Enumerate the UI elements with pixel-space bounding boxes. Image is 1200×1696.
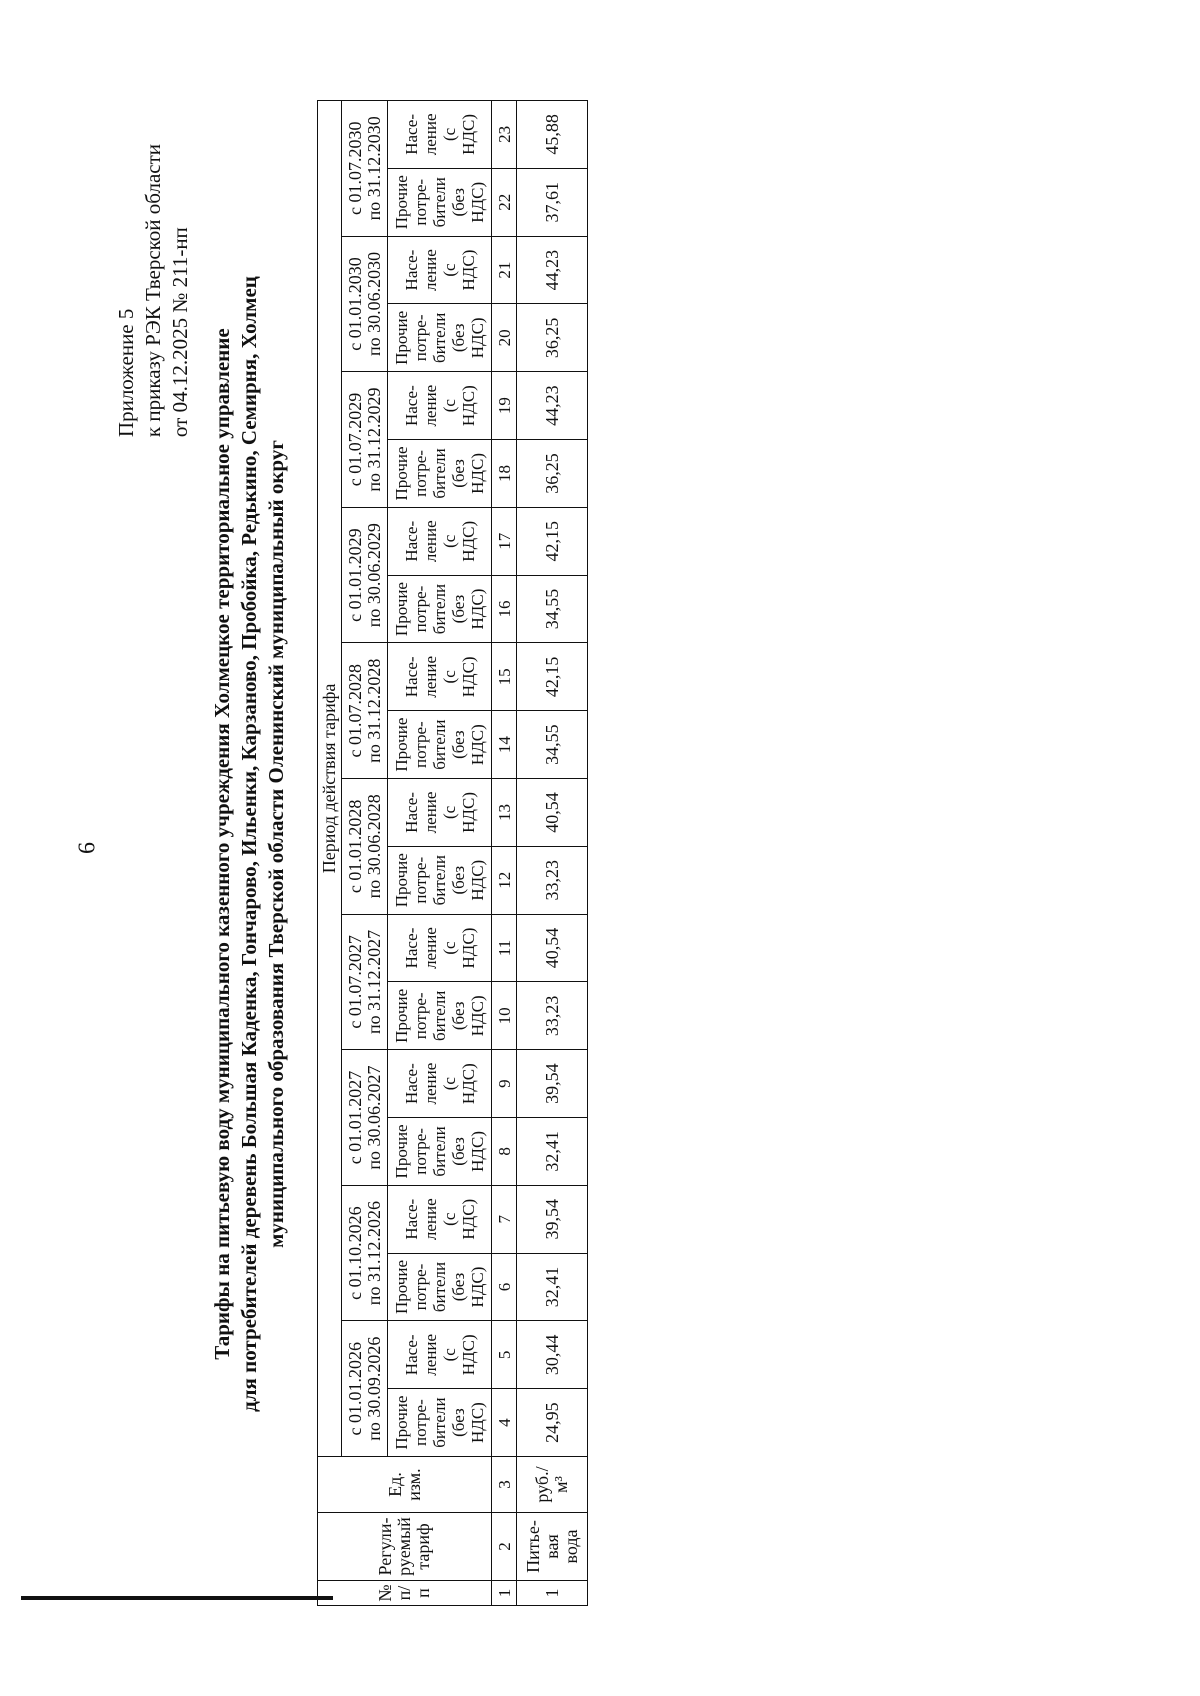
table-cell-value: 30,44 xyxy=(517,1321,588,1389)
subheader-population: Насе- ление (с НДС) xyxy=(388,643,492,711)
subheader-other-consumers: Прочие потре- бители (без НДС) xyxy=(388,1118,492,1186)
column-number-cell: 19 xyxy=(492,372,517,440)
document-title xyxy=(209,24,290,1664)
title-line-2: для потребителей деревень Большая Каденка, Гончарово, Ильенки, Карзаново, Пробойка, Редькино, Семирня, Холмец xyxy=(237,276,261,1412)
footer-divider xyxy=(21,1596,333,1600)
period-header-cell: с 01.01.2026 по 30.09.2026 xyxy=(342,1321,388,1457)
table-cell-value: 32,41 xyxy=(517,1118,588,1186)
subheader-other-consumers: Прочие потре- бители (без НДС) xyxy=(388,1253,492,1321)
subheader-other-consumers: Прочие потре- бители (без НДС) xyxy=(388,982,492,1050)
subheader-other-consumers: Прочие потре- бители (без НДС) xyxy=(388,440,492,508)
column-number-cell: 18 xyxy=(492,440,517,508)
period-header-cell: с 01.01.2029 по 30.06.2029 xyxy=(342,507,388,643)
table-cell-value: 39,54 xyxy=(517,1185,588,1253)
subheader-other-consumers: Прочие потре- бители (без НДС) xyxy=(388,575,492,643)
appendix-block xyxy=(113,144,194,437)
column-number-cell: 20 xyxy=(492,304,517,372)
table-cell-value: 40,54 xyxy=(517,779,588,847)
table-cell-value: 32,41 xyxy=(517,1253,588,1321)
period-header-cell: с 01.07.2029 по 31.12.2029 xyxy=(342,372,388,508)
title-line-3: муниципального образования Тверской области Оленинский муниципальный округ xyxy=(264,440,288,1248)
subheader-population: Насе- ление (с НДС) xyxy=(388,372,492,440)
subheader-other-consumers: Прочие потре- бители (без НДС) xyxy=(388,846,492,914)
column-number-cell: 12 xyxy=(492,846,517,914)
subheader-other-consumers: Прочие потре- бители (без НДС) xyxy=(388,304,492,372)
column-number-cell: 21 xyxy=(492,236,517,304)
table-cell-value: 34,55 xyxy=(517,575,588,643)
period-header-cell: с 01.07.2030 по 31.12.2030 xyxy=(342,100,388,236)
table-header-row-period xyxy=(318,100,342,1605)
period-header-cell: с 01.01.2027 по 30.06.2027 xyxy=(342,1050,388,1186)
column-number-cell: 8 xyxy=(492,1118,517,1186)
subheader-population: Насе- ление (с НДС) xyxy=(388,507,492,575)
column-number-cell: 11 xyxy=(492,914,517,982)
column-number-cell: 9 xyxy=(492,1050,517,1118)
table-header-row-consumers xyxy=(388,100,492,1605)
column-number-cell: 16 xyxy=(492,575,517,643)
column-number-cell: 15 xyxy=(492,643,517,711)
subheader-population: Насе- ление (с НДС) xyxy=(388,1185,492,1253)
table-header-row-dates xyxy=(342,100,388,1605)
subheader-population: Насе- ление (с НДС) xyxy=(388,1050,492,1118)
subheader-population: Насе- ление (с НДС) xyxy=(388,100,492,168)
column-number-cell: 5 xyxy=(492,1321,517,1389)
row-number: 1 xyxy=(517,1581,588,1606)
column-number-cell: 14 xyxy=(492,711,517,779)
subheader-population: Насе- ление (с НДС) xyxy=(388,914,492,982)
table-cell-value: 34,55 xyxy=(517,711,588,779)
page-number: 6 xyxy=(74,842,101,854)
table-row xyxy=(517,100,588,1605)
table-cell-value: 42,15 xyxy=(517,643,588,711)
period-header-cell: с 01.07.2028 по 31.12.2028 xyxy=(342,643,388,779)
appendix-line-3: от 04.12.2025 № 211-нп xyxy=(168,227,192,438)
header-regulated-tariff: Регули- руемый тариф xyxy=(318,1513,492,1581)
subheader-population: Насе- ление (с НДС) xyxy=(388,236,492,304)
period-header-cell: с 01.10.2026 по 31.12.2026 xyxy=(342,1185,388,1321)
table-cell-value: 40,54 xyxy=(517,914,588,982)
column-number-cell: 13 xyxy=(492,779,517,847)
title-line-1: Тарифы на питьевую воду муниципального казенного учреждения Холмецкое территориальное управление xyxy=(210,328,234,1360)
table-cell-value: 33,23 xyxy=(517,982,588,1050)
column-number-cell: 6 xyxy=(492,1253,517,1321)
table-cell-value: 37,61 xyxy=(517,168,588,236)
column-number-cell: 1 xyxy=(492,1581,517,1606)
table-cell-value: 36,25 xyxy=(517,440,588,508)
table-cell-value: 44,23 xyxy=(517,236,588,304)
column-number-cell: 10 xyxy=(492,982,517,1050)
table-cell-value: 44,23 xyxy=(517,372,588,440)
header-unit: Ед. изм. xyxy=(318,1457,492,1513)
rotated-document-content xyxy=(59,24,1139,1664)
subheader-other-consumers: Прочие потре- бители (без НДС) xyxy=(388,168,492,236)
period-header-cell: с 01.01.2028 по 30.06.2028 xyxy=(342,779,388,915)
table-cell-value: 45,88 xyxy=(517,100,588,168)
column-number-cell: 17 xyxy=(492,507,517,575)
header-period: Период действия тарифа xyxy=(318,100,342,1456)
header-row-number: № п/ п xyxy=(318,1581,492,1606)
table-column-numbers-row xyxy=(492,100,517,1605)
subheader-other-consumers: Прочие потре- бители (без НДС) xyxy=(388,711,492,779)
row-unit: руб./ м³ xyxy=(517,1457,588,1513)
row-tariff-name: Питье- вая вода xyxy=(517,1513,588,1581)
table-cell-value: 24,95 xyxy=(517,1389,588,1457)
subheader-other-consumers: Прочие потре- бители (без НДС) xyxy=(388,1389,492,1457)
column-number-cell: 2 xyxy=(492,1513,517,1581)
appendix-line-1: Приложение 5 xyxy=(114,308,138,438)
column-number-cell: 7 xyxy=(492,1185,517,1253)
column-number-cell: 22 xyxy=(492,168,517,236)
column-number-cell: 4 xyxy=(492,1389,517,1457)
table-cell-value: 33,23 xyxy=(517,846,588,914)
column-number-cell: 3 xyxy=(492,1457,517,1513)
subheader-population: Насе- ление (с НДС) xyxy=(388,779,492,847)
table-cell-value: 42,15 xyxy=(517,507,588,575)
column-number-cell: 23 xyxy=(492,100,517,168)
period-header-cell: с 01.01.2030 по 30.06.2030 xyxy=(342,236,388,372)
table-cell-value: 36,25 xyxy=(517,304,588,372)
tariff-table xyxy=(317,100,588,1606)
subheader-population: Насе- ление (с НДС) xyxy=(388,1321,492,1389)
period-header-cell: с 01.07.2027 по 31.12.2027 xyxy=(342,914,388,1050)
appendix-line-2: к приказу РЭК Тверской области xyxy=(141,144,165,438)
table-cell-value: 39,54 xyxy=(517,1050,588,1118)
